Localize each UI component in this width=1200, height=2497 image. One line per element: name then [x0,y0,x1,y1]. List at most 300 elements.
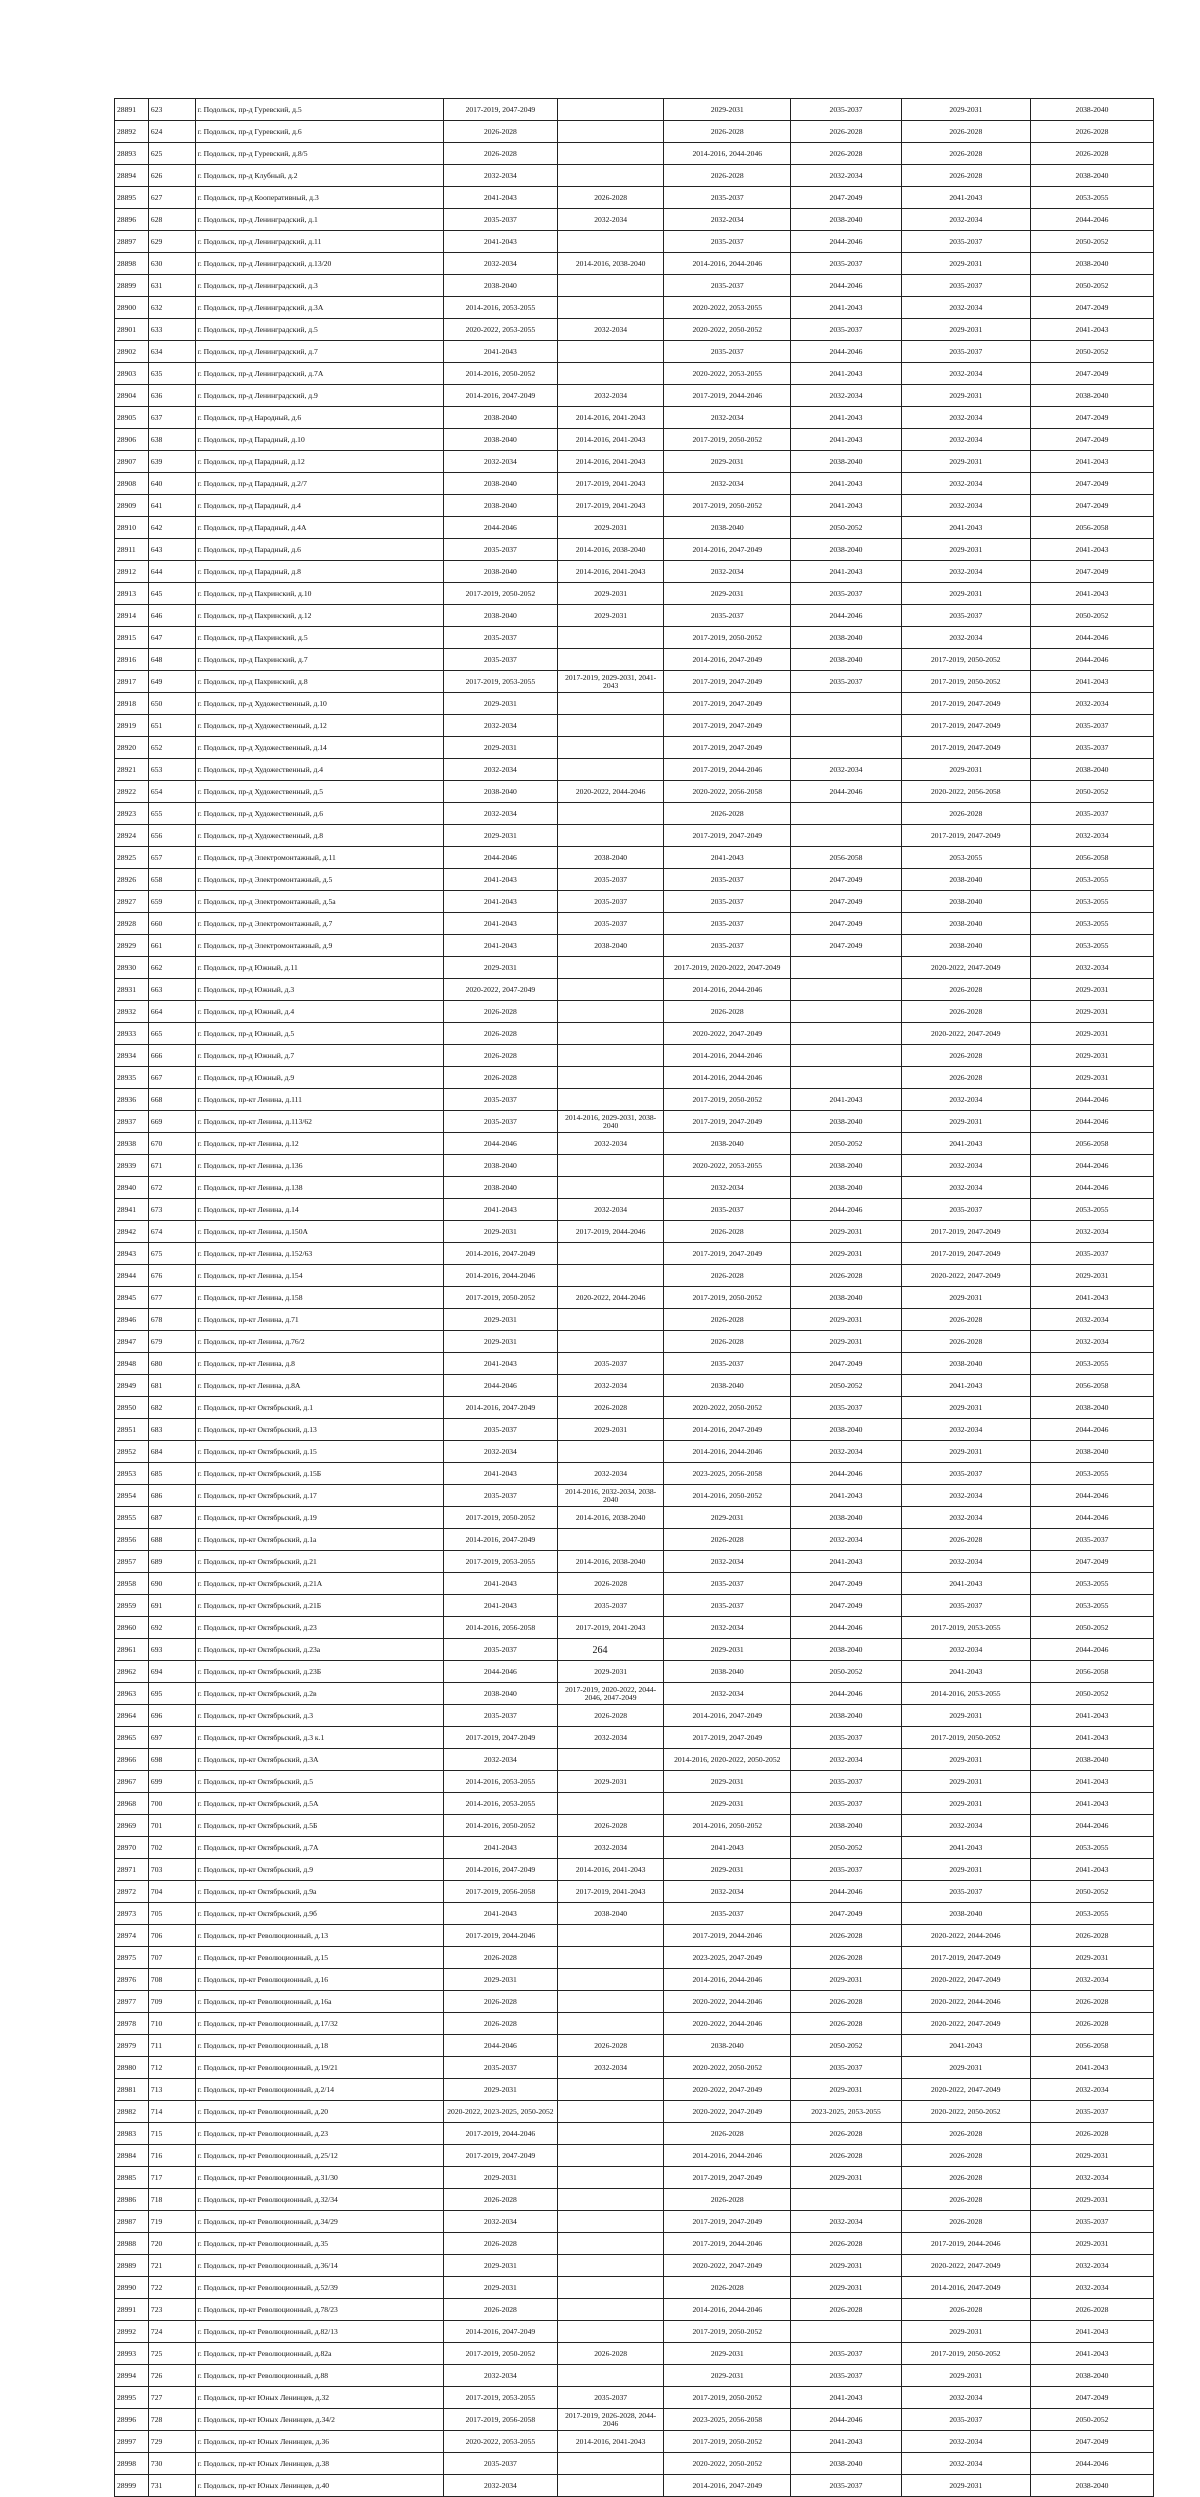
period-cell-1: 2014-2016, 2050-2052 [443,363,558,385]
table-row [115,165,1154,187]
item-number-cell: 656 [148,825,195,847]
period-cell-4: 2041-2043 [791,473,901,495]
period-cell-5: 2026-2028 [901,1309,1030,1331]
period-cell-4: 2026-2028 [791,2013,901,2035]
period-cell-2: 2035-2037 [558,869,664,891]
table-row [115,2277,1154,2299]
item-number-cell: 685 [148,1463,195,1485]
period-cell-4: 2035-2037 [791,2057,901,2079]
period-cell-6: 2050-2052 [1030,341,1153,363]
period-cell-4: 2026-2028 [791,143,901,165]
item-number-cell: 702 [148,1837,195,1859]
period-cell-3: 2029-2031 [664,1859,791,1881]
row-number-cell: 28990 [115,2277,149,2299]
period-cell-4: 2044-2046 [791,605,901,627]
period-cell-5: 2029-2031 [901,2365,1030,2387]
period-cell-1: 2020-2022, 2053-2055 [443,2431,558,2453]
period-cell-2 [558,2453,664,2475]
period-cell-6: 2047-2049 [1030,429,1153,451]
period-cell-3: 2032-2034 [664,1177,791,1199]
item-number-cell: 646 [148,605,195,627]
row-number-cell: 28926 [115,869,149,891]
item-number-cell: 697 [148,1727,195,1749]
item-number-cell: 651 [148,715,195,737]
period-cell-2 [558,143,664,165]
row-number-cell: 28936 [115,1089,149,1111]
address-cell: г. Подольск, пр-кт Юных Ленинцев, д.32 [195,2387,443,2409]
item-number-cell: 648 [148,649,195,671]
period-cell-6: 2047-2049 [1030,561,1153,583]
period-cell-3: 2017-2019, 2047-2049 [664,1727,791,1749]
table-row [115,2145,1154,2167]
row-number-cell: 28911 [115,539,149,561]
item-number-cell: 649 [148,671,195,693]
period-cell-3: 2017-2019, 2020-2022, 2047-2049 [664,957,791,979]
period-cell-1: 2035-2037 [443,209,558,231]
item-number-cell: 716 [148,2145,195,2167]
period-cell-1: 2035-2037 [443,1089,558,1111]
period-cell-5: 2029-2031 [901,1705,1030,1727]
period-cell-5: 2032-2034 [901,1507,1030,1529]
item-number-cell: 707 [148,1947,195,1969]
table-row [115,759,1154,781]
address-cell: г. Подольск, пр-кт Революционный, д.16а [195,1991,443,2013]
period-cell-4 [791,803,901,825]
table-row [115,2255,1154,2277]
table-row [115,1617,1154,1639]
period-cell-3: 2017-2019, 2047-2049 [664,693,791,715]
period-cell-1: 2026-2028 [443,143,558,165]
item-number-cell: 653 [148,759,195,781]
period-cell-6: 2050-2052 [1030,1881,1153,1903]
row-number-cell: 28949 [115,1375,149,1397]
period-cell-3: 2014-2016, 2047-2049 [664,1705,791,1727]
period-cell-5: 2014-2016, 2053-2055 [901,1683,1030,1705]
period-cell-4: 2032-2034 [791,1441,901,1463]
period-cell-2: 2014-2016, 2041-2043 [558,407,664,429]
period-cell-2: 2035-2037 [558,2387,664,2409]
period-cell-1: 2032-2034 [443,2365,558,2387]
period-cell-4 [791,825,901,847]
row-number-cell: 28994 [115,2365,149,2387]
table-row [115,1683,1154,1705]
row-number-cell: 28978 [115,2013,149,2035]
address-cell: г. Подольск, пр-кт Революционный, д.82/13 [195,2321,443,2343]
period-cell-3: 2035-2037 [664,869,791,891]
period-cell-6: 2044-2046 [1030,1177,1153,1199]
address-cell: г. Подольск, пр-д Электромонтажный, д.9 [195,935,443,957]
item-number-cell: 706 [148,1925,195,1947]
period-cell-3: 2020-2022, 2053-2055 [664,297,791,319]
period-cell-6: 2041-2043 [1030,1771,1153,1793]
period-cell-2 [558,1793,664,1815]
period-cell-6: 2038-2040 [1030,2365,1153,2387]
address-cell: г. Подольск, пр-д Художественный, д.8 [195,825,443,847]
table-row [115,583,1154,605]
period-cell-3: 2035-2037 [664,1199,791,1221]
period-cell-2: 2014-2016, 2041-2043 [558,1859,664,1881]
row-number-cell: 28997 [115,2431,149,2453]
period-cell-4: 2038-2040 [791,1155,901,1177]
address-cell: г. Подольск, пр-д Гуревский, д.6 [195,121,443,143]
period-cell-5: 2014-2016, 2047-2049 [901,2277,1030,2299]
row-number-cell: 28968 [115,1793,149,1815]
row-number-cell: 28893 [115,143,149,165]
row-number-cell: 28914 [115,605,149,627]
table-row [115,1727,1154,1749]
period-cell-2: 2029-2031 [558,1661,664,1683]
period-cell-2: 2014-2016, 2038-2040 [558,253,664,275]
address-cell: г. Подольск, пр-кт Революционный, д.23 [195,2123,443,2145]
period-cell-4: 2038-2040 [791,649,901,671]
period-cell-6: 2047-2049 [1030,297,1153,319]
period-cell-3: 2014-2016, 2047-2049 [664,2475,791,2497]
row-number-cell: 28962 [115,1661,149,1683]
address-cell: г. Подольск, пр-д Парадный, д.10 [195,429,443,451]
period-cell-2 [558,1331,664,1353]
period-cell-3: 2020-2022, 2053-2055 [664,1155,791,1177]
period-cell-3: 2026-2028 [664,2189,791,2211]
table-row [115,99,1154,121]
period-cell-3: 2017-2019, 2050-2052 [664,627,791,649]
period-cell-2 [558,2233,664,2255]
item-number-cell: 694 [148,1661,195,1683]
period-cell-5: 2020-2022, 2047-2049 [901,1023,1030,1045]
address-cell: г. Подольск, пр-кт Октябрьский, д.9 [195,1859,443,1881]
period-cell-2: 2017-2019, 2020-2022, 2044-2046, 2047-2049 [558,1683,664,1705]
period-cell-3: 2023-2025, 2056-2058 [664,2409,791,2431]
period-cell-6: 2047-2049 [1030,1551,1153,1573]
period-cell-1: 2035-2037 [443,2453,558,2475]
period-cell-5: 2032-2034 [901,407,1030,429]
period-cell-6: 2041-2043 [1030,1727,1153,1749]
period-cell-4: 2032-2034 [791,2211,901,2233]
table-row [115,1199,1154,1221]
period-cell-4: 2026-2028 [791,2145,901,2167]
period-cell-3: 2020-2022, 2050-2052 [664,1397,791,1419]
address-cell: г. Подольск, пр-кт Юных Ленинцев, д.38 [195,2453,443,2475]
period-cell-2 [558,1749,664,1771]
row-number-cell: 28940 [115,1177,149,1199]
period-cell-6: 2032-2034 [1030,2255,1153,2277]
address-cell: г. Подольск, пр-кт Юных Ленинцев, д.34/2 [195,2409,443,2431]
period-cell-3: 2032-2034 [664,1551,791,1573]
table-row [115,2409,1154,2431]
period-cell-4 [791,737,901,759]
row-number-cell: 28931 [115,979,149,1001]
period-cell-3: 2014-2016, 2044-2046 [664,1441,791,1463]
period-cell-2: 2032-2034 [558,1837,664,1859]
item-number-cell: 645 [148,583,195,605]
period-cell-5: 2035-2037 [901,1595,1030,1617]
period-cell-5: 2041-2043 [901,1573,1030,1595]
period-cell-1: 2038-2040 [443,605,558,627]
period-cell-6: 2032-2034 [1030,1331,1153,1353]
period-cell-1: 2014-2016, 2047-2049 [443,1859,558,1881]
table-row [115,1705,1154,1727]
address-cell: г. Подольск, пр-д Парадный, д.6 [195,539,443,561]
period-cell-5: 2032-2034 [901,561,1030,583]
period-cell-4: 2029-2031 [791,1221,901,1243]
table-row [115,2057,1154,2079]
period-cell-2: 2032-2034 [558,1133,664,1155]
address-cell: г. Подольск, пр-д Ленинградский, д.7А [195,363,443,385]
period-cell-1: 2044-2046 [443,517,558,539]
row-number-cell: 28947 [115,1331,149,1353]
period-cell-1: 2038-2040 [443,275,558,297]
period-cell-5: 2032-2034 [901,1485,1030,1507]
period-cell-4: 2050-2052 [791,1375,901,1397]
item-number-cell: 724 [148,2321,195,2343]
address-cell: г. Подольск, пр-кт Революционный, д.25/12 [195,2145,443,2167]
period-cell-6: 2056-2058 [1030,847,1153,869]
address-cell: г. Подольск, пр-д Электромонтажный, д.11 [195,847,443,869]
address-cell: г. Подольск, пр-кт Ленина, д.152/63 [195,1243,443,1265]
table-row [115,1793,1154,1815]
table-row [115,2189,1154,2211]
period-cell-2 [558,1155,664,1177]
item-number-cell: 704 [148,1881,195,1903]
period-cell-3: 2029-2031 [664,583,791,605]
address-cell: г. Подольск, пр-д Южный, д.5 [195,1023,443,1045]
item-number-cell: 672 [148,1177,195,1199]
table-row [115,319,1154,341]
table-row [115,1529,1154,1551]
period-cell-1: 2029-2031 [443,1221,558,1243]
period-cell-3: 2032-2034 [664,1617,791,1639]
period-cell-3: 2029-2031 [664,2343,791,2365]
table-row [115,2453,1154,2475]
table-row [115,385,1154,407]
period-cell-6: 2038-2040 [1030,1749,1153,1771]
period-cell-4: 2044-2046 [791,341,901,363]
period-cell-1: 2032-2034 [443,253,558,275]
period-cell-6: 2053-2055 [1030,1903,1153,1925]
table-row [115,1111,1154,1133]
period-cell-5: 2026-2028 [901,1045,1030,1067]
period-cell-2 [558,2101,664,2123]
row-number-cell: 28970 [115,1837,149,1859]
period-cell-4: 2050-2052 [791,517,901,539]
item-number-cell: 634 [148,341,195,363]
period-cell-3: 2038-2040 [664,2035,791,2057]
period-cell-4 [791,715,901,737]
period-cell-1: 2014-2016, 2044-2046 [443,1265,558,1287]
period-cell-4 [791,1023,901,1045]
period-cell-1: 2041-2043 [443,1463,558,1485]
period-cell-6: 2038-2040 [1030,1441,1153,1463]
row-number-cell: 28938 [115,1133,149,1155]
period-cell-2: 2032-2034 [558,209,664,231]
period-cell-1: 2041-2043 [443,869,558,891]
address-cell: г. Подольск, пр-кт Октябрьский, д.15 [195,1441,443,1463]
item-number-cell: 710 [148,2013,195,2035]
table-row [115,781,1154,803]
row-number-cell: 28973 [115,1903,149,1925]
table-row [115,1089,1154,1111]
page-number: 264 [592,1645,608,1656]
period-cell-3: 2032-2034 [664,407,791,429]
period-cell-2 [558,957,664,979]
period-cell-5: 2020-2022, 2047-2049 [901,2079,1030,2101]
period-cell-4: 2038-2040 [791,1639,901,1661]
item-number-cell: 670 [148,1133,195,1155]
period-cell-3: 2029-2031 [664,2365,791,2387]
row-number-cell: 28974 [115,1925,149,1947]
period-cell-2: 2032-2034 [558,1727,664,1749]
period-cell-3: 2020-2022, 2047-2049 [664,1023,791,1045]
period-cell-5: 2020-2022, 2044-2046 [901,1925,1030,1947]
period-cell-6: 2044-2046 [1030,1111,1153,1133]
item-number-cell: 713 [148,2079,195,2101]
address-cell: г. Подольск, пр-кт Ленина, д.150А [195,1221,443,1243]
item-number-cell: 667 [148,1067,195,1089]
period-cell-3: 2017-2019, 2050-2052 [664,1287,791,1309]
address-cell: г. Подольск, пр-кт Революционный, д.20 [195,2101,443,2123]
row-number-cell: 28984 [115,2145,149,2167]
item-number-cell: 718 [148,2189,195,2211]
table-row [115,1991,1154,2013]
table-row [115,1045,1154,1067]
row-number-cell: 28929 [115,935,149,957]
period-cell-2: 2026-2028 [558,1705,664,1727]
period-cell-5: 2029-2031 [901,1111,1030,1133]
period-cell-3: 2035-2037 [664,913,791,935]
period-cell-4: 2035-2037 [791,583,901,605]
period-cell-2 [558,1045,664,1067]
item-number-cell: 728 [148,2409,195,2431]
row-number-cell: 28995 [115,2387,149,2409]
table-row [115,847,1154,869]
row-number-cell: 28896 [115,209,149,231]
period-cell-3: 2035-2037 [664,891,791,913]
period-cell-5: 2026-2028 [901,1529,1030,1551]
address-cell: г. Подольск, пр-кт Революционный, д.19/21 [195,2057,443,2079]
period-cell-1: 2035-2037 [443,539,558,561]
item-number-cell: 684 [148,1441,195,1463]
period-cell-5: 2041-2043 [901,187,1030,209]
row-number-cell: 28905 [115,407,149,429]
item-number-cell: 661 [148,935,195,957]
period-cell-3: 2032-2034 [664,1881,791,1903]
period-cell-2 [558,1001,664,1023]
period-cell-6: 2041-2043 [1030,2343,1153,2365]
period-cell-4: 2029-2031 [791,1243,901,1265]
period-cell-5: 2017-2019, 2047-2049 [901,737,1030,759]
address-cell: г. Подольск, пр-д Электромонтажный, д.5а [195,891,443,913]
period-cell-4: 2038-2040 [791,1705,901,1727]
address-cell: г. Подольск, пр-кт Октябрьский, д.5 [195,1771,443,1793]
period-cell-4: 2038-2040 [791,627,901,649]
period-cell-6: 2032-2034 [1030,1309,1153,1331]
address-cell: г. Подольск, пр-д Пахринский, д.8 [195,671,443,693]
period-cell-6: 2053-2055 [1030,869,1153,891]
period-cell-6: 2029-2031 [1030,2189,1153,2211]
address-cell: г. Подольск, пр-д Кооперативный, д.3 [195,187,443,209]
table-row [115,1771,1154,1793]
period-cell-6: 2047-2049 [1030,495,1153,517]
period-cell-5: 2038-2040 [901,891,1030,913]
address-cell: г. Подольск, пр-кт Революционный, д.52/39 [195,2277,443,2299]
table-row [115,1749,1154,1771]
row-number-cell: 28989 [115,2255,149,2277]
table-row [115,1463,1154,1485]
period-cell-6: 2041-2043 [1030,451,1153,473]
table-row [115,1023,1154,1045]
period-cell-4 [791,1001,901,1023]
row-number-cell: 28967 [115,1771,149,1793]
row-number-cell: 28954 [115,1485,149,1507]
address-cell: г. Подольск, пр-кт Ленина, д.158 [195,1287,443,1309]
table-row [115,2211,1154,2233]
period-cell-1: 2026-2028 [443,1045,558,1067]
period-cell-5: 2041-2043 [901,2035,1030,2057]
table-row [115,1243,1154,1265]
period-cell-6: 2029-2031 [1030,2233,1153,2255]
item-number-cell: 723 [148,2299,195,2321]
period-cell-3: 2014-2016, 2050-2052 [664,1485,791,1507]
row-number-cell: 28923 [115,803,149,825]
period-cell-2 [558,649,664,671]
period-cell-6: 2050-2052 [1030,1683,1153,1705]
period-cell-1: 2035-2037 [443,1419,558,1441]
period-cell-5: 2017-2019, 2047-2049 [901,693,1030,715]
row-number-cell: 28901 [115,319,149,341]
table-row [115,275,1154,297]
item-number-cell: 635 [148,363,195,385]
table-row [115,1375,1154,1397]
period-cell-6: 2047-2049 [1030,2431,1153,2453]
period-cell-2: 2014-2016, 2032-2034, 2038-2040 [558,1485,664,1507]
period-cell-5: 2032-2034 [901,1419,1030,1441]
address-cell: г. Подольск, пр-д Парадный, д.12 [195,451,443,473]
item-number-cell: 624 [148,121,195,143]
period-cell-5: 2029-2031 [901,539,1030,561]
table-row [115,649,1154,671]
period-cell-4: 2047-2049 [791,935,901,957]
period-cell-3: 2023-2025, 2056-2058 [664,1463,791,1485]
period-cell-5: 2032-2034 [901,2387,1030,2409]
period-cell-4: 2044-2046 [791,2409,901,2431]
table-row [115,2123,1154,2145]
address-cell: г. Подольск, пр-д Парадный, д.8 [195,561,443,583]
period-cell-4: 2029-2031 [791,2079,901,2101]
period-cell-6: 2047-2049 [1030,407,1153,429]
period-cell-5: 2032-2034 [901,363,1030,385]
row-number-cell: 28922 [115,781,149,803]
period-cell-2 [558,99,664,121]
period-cell-4: 2026-2028 [791,1991,901,2013]
item-number-cell: 639 [148,451,195,473]
period-cell-6: 2056-2058 [1030,1133,1153,1155]
period-cell-4: 2047-2049 [791,1903,901,1925]
period-cell-3: 2029-2031 [664,1771,791,1793]
table-row [115,1661,1154,1683]
period-cell-3: 2014-2016, 2020-2022, 2050-2052 [664,1749,791,1771]
address-cell: г. Подольск, пр-кт Ленина, д.14 [195,1199,443,1221]
item-number-cell: 693 [148,1639,195,1661]
address-cell: г. Подольск, пр-д Южный, д.11 [195,957,443,979]
period-cell-6: 2029-2031 [1030,1001,1153,1023]
address-cell: г. Подольск, пр-кт Революционный, д.18 [195,2035,443,2057]
row-number-cell: 28920 [115,737,149,759]
period-cell-4: 2050-2052 [791,2035,901,2057]
period-cell-2 [558,627,664,649]
period-cell-5: 2026-2028 [901,2167,1030,2189]
period-cell-6: 2053-2055 [1030,891,1153,913]
table-row [115,539,1154,561]
period-cell-3: 2026-2028 [664,1309,791,1331]
